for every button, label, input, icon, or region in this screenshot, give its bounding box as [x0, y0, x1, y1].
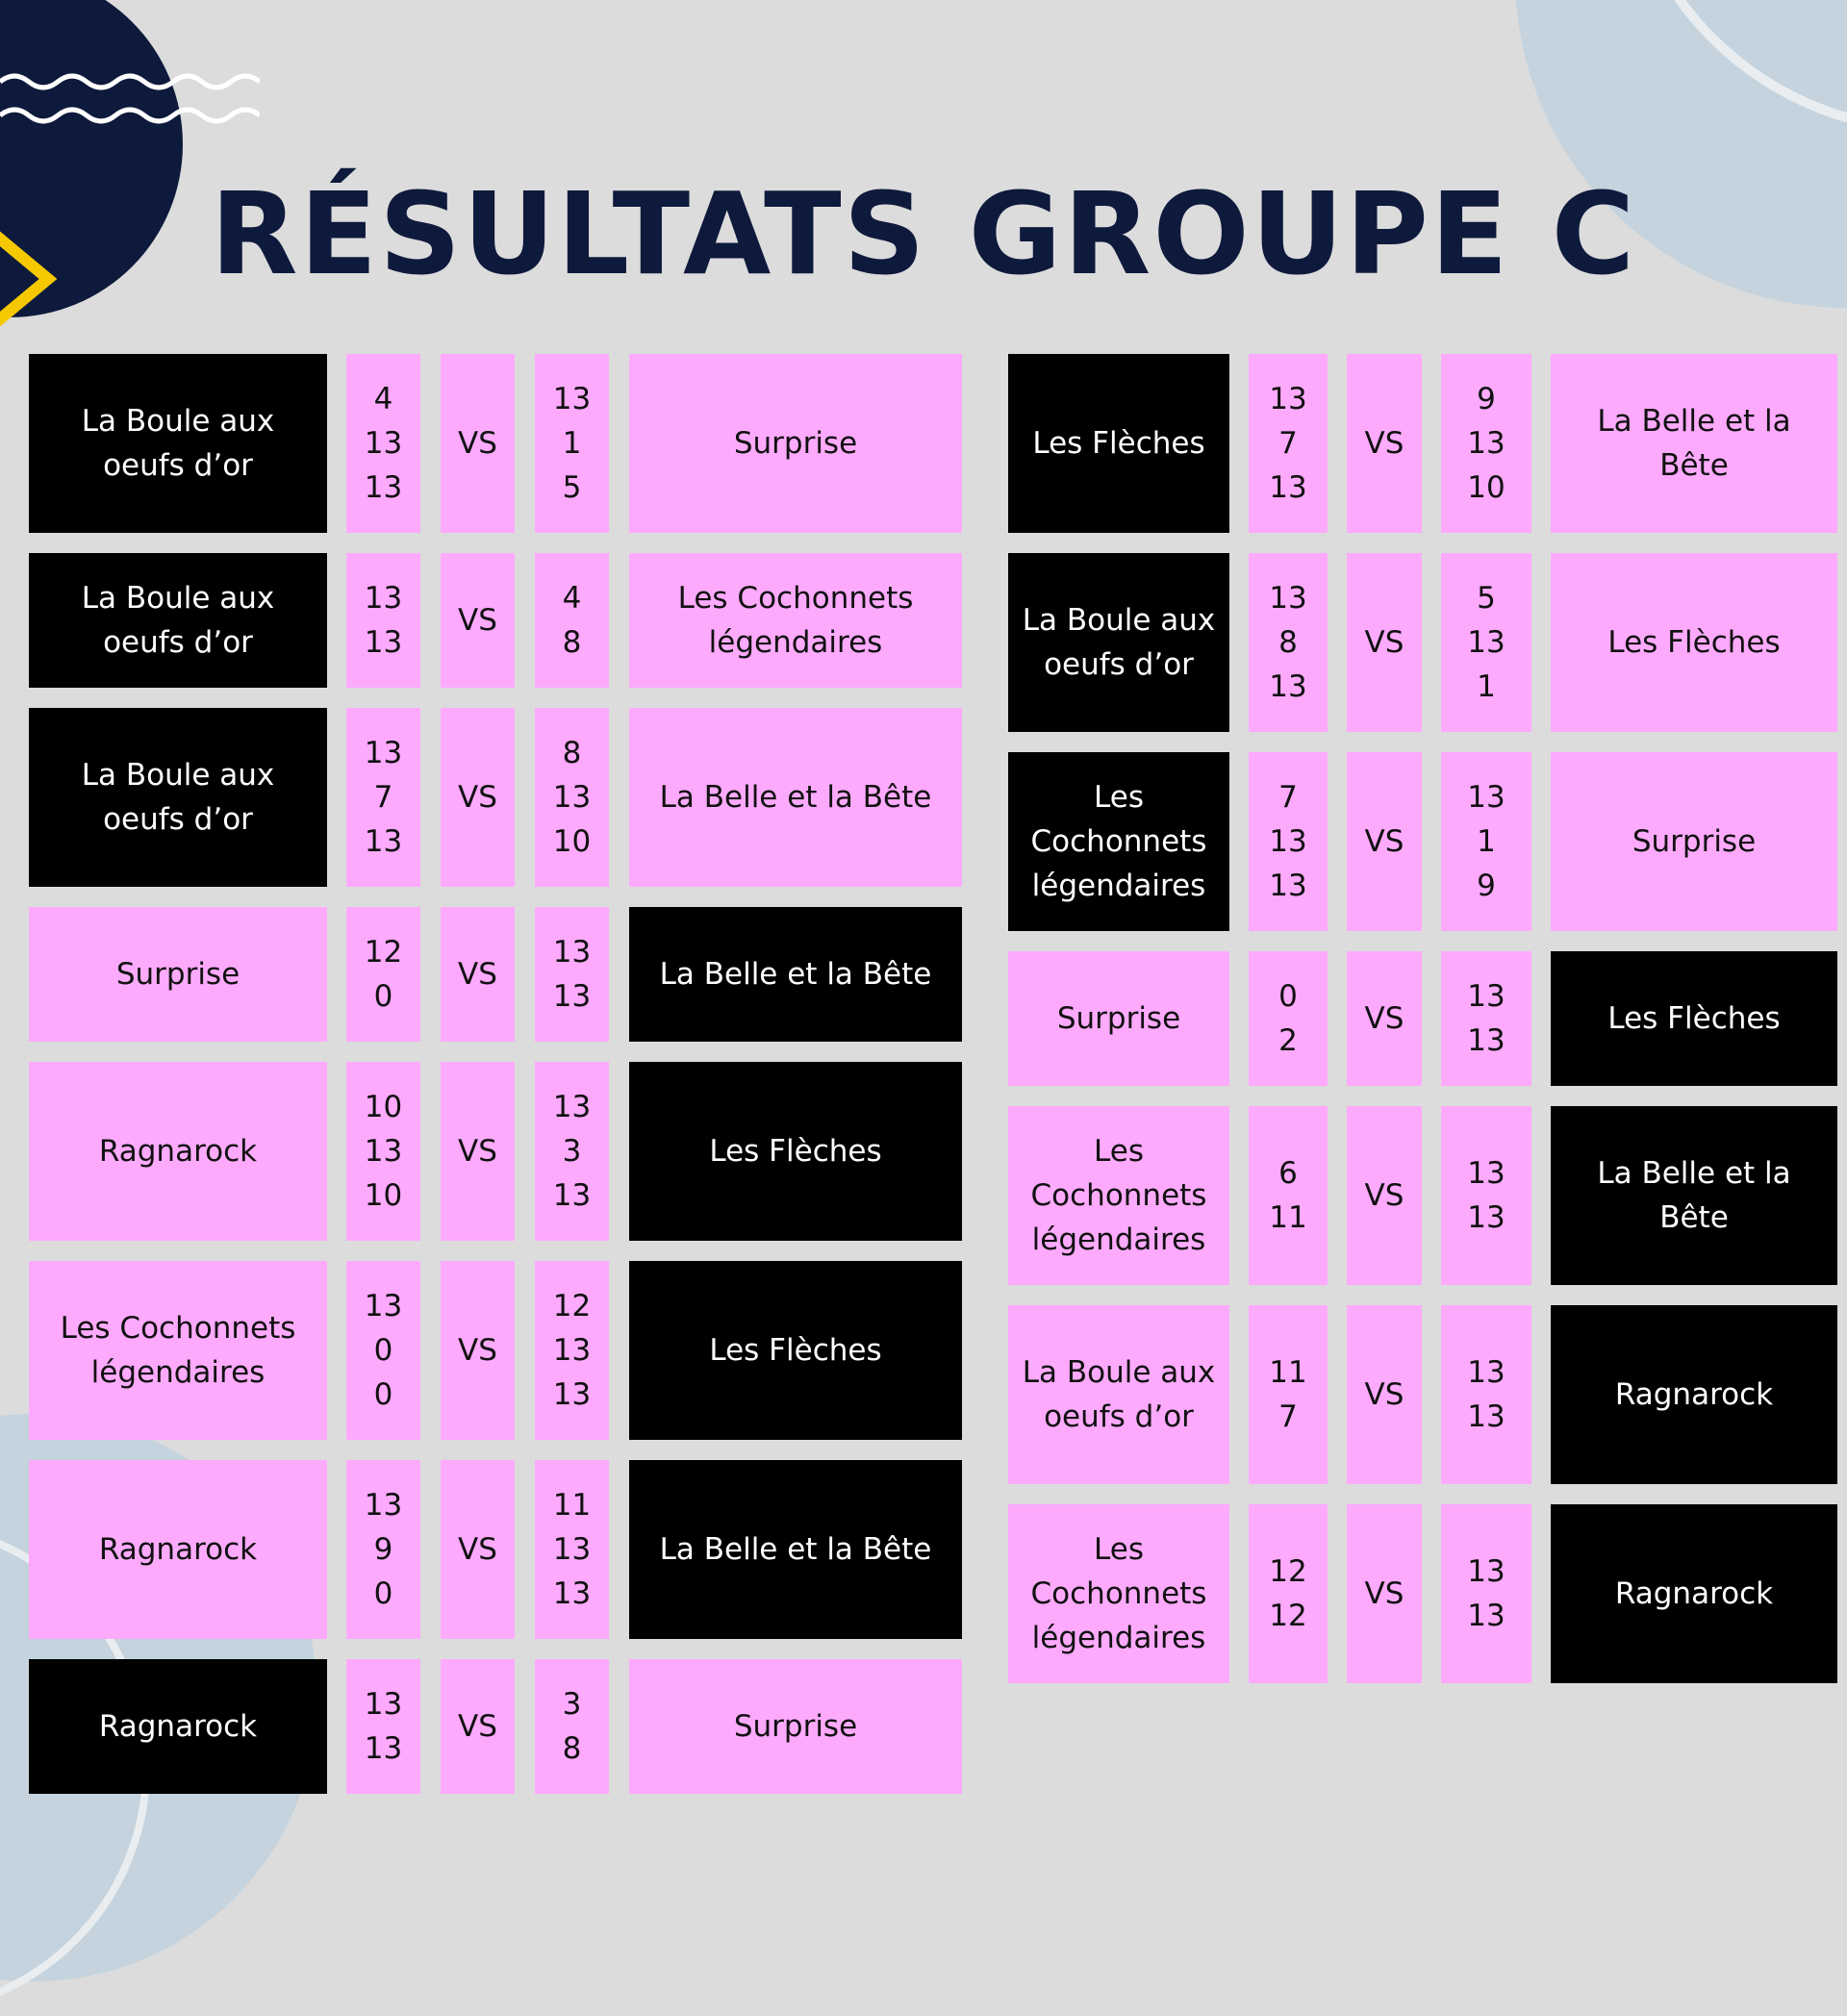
score-value: 13: [1269, 470, 1307, 505]
score-value: 13: [1467, 625, 1505, 660]
team-a-scores: [1249, 354, 1328, 533]
score-value: 12: [1269, 1599, 1307, 1633]
team-b-name: Surprise: [629, 354, 962, 533]
score-value: 7: [373, 780, 393, 815]
score-value: 13: [364, 1488, 403, 1523]
score-value: 13: [552, 1333, 592, 1368]
team-a-scores: [1249, 1106, 1328, 1285]
match-row: [0, 1106, 1847, 1285]
score-value: 10: [364, 1178, 403, 1213]
team-b-name: Les Flèches: [629, 1261, 962, 1440]
score-value: 1: [1477, 824, 1496, 859]
vs-label: VS: [441, 708, 515, 887]
team-b-scores: [1441, 1305, 1531, 1484]
team-a-name: La Boule aux oeufs d’or: [29, 553, 327, 688]
team-a-scores: [1249, 1504, 1328, 1683]
score-value: 8: [562, 736, 582, 770]
score-value: 8: [562, 1731, 582, 1766]
team-a-name: Surprise: [1008, 951, 1229, 1086]
vs-label: VS: [441, 354, 515, 533]
team-a-name: Ragnarock: [29, 1062, 327, 1241]
score-value: 11: [1269, 1355, 1307, 1390]
match-row: [0, 354, 1847, 533]
score-value: 13: [364, 1289, 403, 1323]
score-value: 2: [1278, 1023, 1298, 1058]
match-row: [0, 1305, 1847, 1484]
team-a-name: La Boule aux oeufs d’or: [1008, 553, 1229, 732]
team-b-scores: [1441, 1504, 1531, 1683]
vs-label: VS: [1347, 951, 1422, 1086]
score-value: 13: [1467, 1156, 1505, 1191]
team-b-scores: [1441, 1106, 1531, 1285]
team-a-name: La Boule aux oeufs d’or: [29, 708, 327, 887]
score-value: 0: [373, 1576, 393, 1611]
score-value: 1: [562, 426, 582, 461]
team-a-name: Les Cochonnets légendaires: [1008, 1504, 1229, 1683]
score-value: 3: [562, 1687, 582, 1722]
score-value: 13: [364, 426, 403, 461]
score-value: 13: [1269, 382, 1307, 416]
score-value: 13: [364, 1134, 403, 1169]
vs-label: VS: [441, 1659, 515, 1794]
score-value: 6: [1278, 1156, 1298, 1191]
score-value: 13: [1269, 581, 1307, 616]
score-value: 7: [1278, 426, 1298, 461]
vs-label: VS: [441, 553, 515, 688]
team-a-name: Surprise: [29, 907, 327, 1042]
score-value: 9: [1477, 382, 1496, 416]
score-value: 0: [373, 1377, 393, 1412]
vs-label: VS: [1347, 553, 1422, 732]
score-value: 13: [1467, 1023, 1505, 1058]
score-value: 9: [373, 1532, 393, 1567]
score-value: 0: [1278, 979, 1298, 1014]
score-value: 13: [552, 780, 592, 815]
score-value: 9: [1477, 869, 1496, 903]
team-b-name: Surprise: [1551, 752, 1837, 931]
team-b-name: La Belle et la Bête: [629, 708, 962, 887]
score-value: 4: [373, 382, 393, 416]
score-value: 13: [364, 625, 403, 660]
score-value: 13: [1467, 1399, 1505, 1434]
team-b-name: Ragnarock: [1551, 1305, 1837, 1484]
score-value: 0: [373, 979, 393, 1014]
team-b-name: La Belle et la Bête: [1551, 1106, 1837, 1285]
team-b-name: Les Cochonnets légendaires: [629, 553, 962, 688]
vs-label: VS: [441, 1460, 515, 1639]
score-value: 8: [1278, 625, 1298, 660]
score-value: 11: [1269, 1200, 1307, 1235]
vs-label: VS: [441, 907, 515, 1042]
score-value: 13: [1467, 1599, 1505, 1633]
match-row: [0, 553, 1847, 732]
team-a-scores: [1249, 951, 1328, 1086]
score-value: 13: [1467, 1200, 1505, 1235]
team-a-name: Les Cochonnets légendaires: [1008, 1106, 1229, 1285]
team-b-name: Ragnarock: [1551, 1504, 1837, 1683]
score-value: 13: [552, 382, 592, 416]
score-value: 13: [364, 581, 403, 616]
vs-label: VS: [1347, 354, 1422, 533]
score-value: 7: [1278, 780, 1298, 815]
score-value: 13: [364, 470, 403, 505]
team-a-name: Ragnarock: [29, 1659, 327, 1794]
team-b-name: La Belle et la Bête: [629, 1460, 962, 1639]
score-value: 13: [1467, 1554, 1505, 1589]
score-value: 5: [1477, 581, 1496, 616]
score-value: 13: [1269, 669, 1307, 704]
score-value: 5: [562, 470, 582, 505]
team-b-name: Les Flèches: [1551, 553, 1837, 732]
team-a-name: La Boule aux oeufs d’or: [1008, 1305, 1229, 1484]
score-value: 10: [552, 824, 592, 859]
team-a-name: Ragnarock: [29, 1460, 327, 1639]
score-value: 12: [552, 1289, 592, 1323]
score-value: 13: [552, 1178, 592, 1213]
team-a-scores: [1249, 752, 1328, 931]
match-row: [0, 1504, 1847, 1683]
score-value: 0: [373, 1333, 393, 1368]
match-row: [0, 752, 1847, 931]
team-b-scores: [1441, 752, 1531, 931]
vs-label: VS: [1347, 1305, 1422, 1484]
score-value: 13: [364, 736, 403, 770]
score-value: 10: [1467, 470, 1505, 505]
team-a-name: Les Flèches: [1008, 354, 1229, 533]
score-value: 13: [1467, 1355, 1505, 1390]
team-b-scores: [1441, 553, 1531, 732]
score-value: 12: [364, 935, 403, 970]
score-value: 13: [552, 979, 592, 1014]
score-value: 13: [1467, 979, 1505, 1014]
vs-label: VS: [441, 1062, 515, 1241]
score-value: 13: [552, 935, 592, 970]
score-value: 13: [552, 1090, 592, 1124]
team-a-scores: [1249, 553, 1328, 732]
score-value: 4: [562, 581, 582, 616]
team-b-name: Les Flèches: [629, 1062, 962, 1241]
score-value: 8: [562, 625, 582, 660]
score-value: 1: [1477, 669, 1496, 704]
team-a-name: Les Cochonnets légendaires: [1008, 752, 1229, 931]
score-value: 11: [552, 1488, 592, 1523]
team-b-name: La Belle et la Bête: [1551, 354, 1837, 533]
team-b-scores: [1441, 951, 1531, 1086]
team-a-name: Les Cochonnets légendaires: [29, 1261, 327, 1440]
score-value: 3: [562, 1134, 582, 1169]
team-a-scores: [1249, 1305, 1328, 1484]
vs-label: VS: [1347, 1106, 1422, 1285]
score-value: 13: [364, 824, 403, 859]
vs-label: VS: [1347, 752, 1422, 931]
team-b-scores: [1441, 354, 1531, 533]
score-value: 13: [364, 1687, 403, 1722]
score-value: 13: [552, 1532, 592, 1567]
score-value: 13: [1467, 426, 1505, 461]
team-b-name: La Belle et la Bête: [629, 907, 962, 1042]
score-value: 12: [1269, 1554, 1307, 1589]
score-value: 13: [1467, 780, 1505, 815]
score-value: 13: [1269, 824, 1307, 859]
score-value: 13: [364, 1731, 403, 1766]
team-b-name: Les Flèches: [1551, 951, 1837, 1086]
team-a-name: La Boule aux oeufs d’or: [29, 354, 327, 533]
vs-label: VS: [1347, 1504, 1422, 1683]
page-title: RÉSULTATS GROUPE C: [210, 167, 1637, 300]
match-row: [0, 951, 1847, 1086]
score-value: 13: [552, 1576, 592, 1611]
score-value: 13: [1269, 869, 1307, 903]
score-value: 13: [552, 1377, 592, 1412]
score-value: 10: [364, 1090, 403, 1124]
vs-label: VS: [441, 1261, 515, 1440]
team-b-name: Surprise: [629, 1659, 962, 1794]
score-value: 7: [1278, 1399, 1298, 1434]
decorative-wave-icon: [0, 67, 260, 135]
